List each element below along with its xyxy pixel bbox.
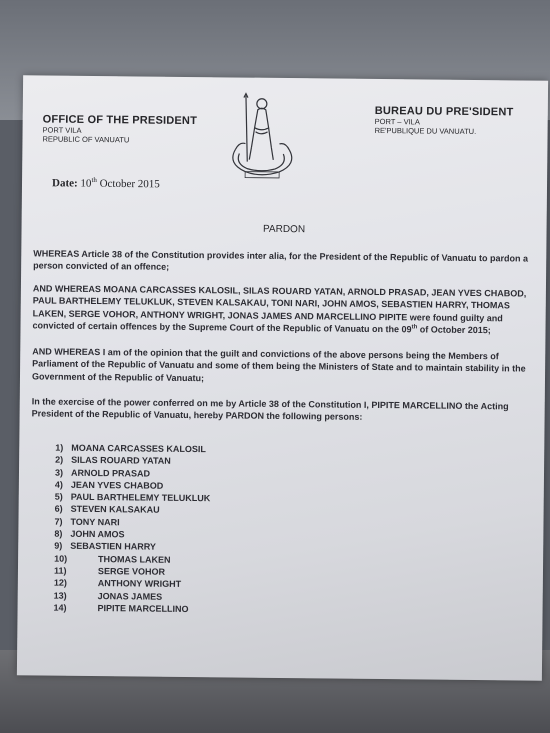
list-item-name: ANTHONY WRIGHT bbox=[97, 578, 182, 590]
date-day: 10 bbox=[80, 177, 92, 190]
list-item-name: STEVEN KALSAKAU bbox=[70, 504, 160, 516]
list-item-name: JONAS JAMES bbox=[97, 590, 163, 602]
document-date bbox=[52, 176, 160, 191]
list-item-name: MOANA CARCASSES KALOSIL bbox=[71, 442, 206, 455]
list-item-name: ARNOLD PRASAD bbox=[70, 467, 151, 479]
list-item-number: 6) bbox=[54, 504, 63, 515]
list-item-name: PIPITE MARCELLINO bbox=[97, 602, 189, 614]
office-title-en: OFFICE OF THE PRESIDENT bbox=[42, 113, 198, 128]
list-item-name: THOMAS LAKEN bbox=[98, 553, 171, 565]
date-suffix: th bbox=[91, 175, 97, 185]
list-item-name: PAUL BARTHELEMY TELUKLUK bbox=[70, 491, 211, 504]
paragraph-convicted-sup: th bbox=[411, 324, 418, 331]
pardon-document bbox=[17, 75, 548, 680]
list-item bbox=[54, 601, 210, 615]
list-item-number: 3) bbox=[54, 467, 64, 478]
paragraph-whereas-article: WHEREAS Article 38 of the Constitution provides inter alia, for the President of the Republic of Vanuatu to pardon a person convicted of an offence; bbox=[33, 248, 529, 273]
list-item-name: JOHN AMOS bbox=[70, 528, 125, 540]
list-item-number: 2) bbox=[55, 454, 64, 466]
list-item-number: 11) bbox=[53, 565, 67, 576]
office-city-en: PORT VILA bbox=[42, 125, 82, 135]
date-rest: October 2015 bbox=[99, 177, 160, 191]
paragraph-convicted-text: AND WHEREAS MOANA CARCASSES KALOSIL, SILAS ROUARD YATAN, ARNOLD PRASAD, JEAN YVES CHABOD, PAUL BARTHELEMY TELUKLUK, STEVEN KALSAKAU, TONI NARI, JOHN AMOS, SEBASTIEN HARRY, THOMAS LAKEN, SERGE VOHOR, ANTHONY WRIGHT, JONAS JAMES AND MARCELLINO PIPITE were found guilty and convicted of certain offences by the Supreme Court of the Republic of Vanuatu on the 09 bbox=[32, 283, 527, 335]
document-title: PARDON bbox=[262, 223, 306, 236]
list-item-number: 1) bbox=[55, 442, 64, 453]
list-item-number: 8) bbox=[54, 528, 63, 539]
list-item-name: SEBASTIEN HARRY bbox=[70, 541, 156, 553]
paragraph-convicted-end: of October 2015; bbox=[417, 324, 491, 336]
list-item-number: 13) bbox=[53, 590, 67, 601]
list-item-number: 12) bbox=[53, 577, 67, 589]
list-item-name: TONY NARI bbox=[70, 516, 120, 528]
date-label: Date: bbox=[51, 177, 78, 190]
list-item-name: SILAS ROUARD YATAN bbox=[71, 455, 171, 467]
list-item-number: 4) bbox=[54, 479, 63, 490]
paragraph-convicted-persons bbox=[32, 282, 527, 336]
paragraph-exercise-power: In the exercise of the power conferred on me by Article 38 of the Constitution I, PIPITE MARCELLINO the Acting President of the Republic of Vanuatu, hereby PARDON the following persons: bbox=[31, 396, 509, 423]
coat-of-arms-icon bbox=[227, 91, 298, 184]
list-item-number: 14) bbox=[53, 602, 67, 613]
list-item-number: 10) bbox=[54, 553, 68, 564]
list-item-name: SERGE VOHOR bbox=[97, 566, 166, 577]
list-item-name: JEAN YVES CHABOD bbox=[70, 479, 164, 491]
office-country-fr: RE'PUBLIQUE DU VANUATU. bbox=[374, 125, 477, 137]
office-title-fr: BUREAU DU PRE'SIDENT bbox=[374, 104, 514, 119]
list-item-number: 5) bbox=[54, 491, 63, 502]
office-city-fr: PORT – VILA bbox=[374, 116, 420, 127]
header-right bbox=[375, 105, 514, 136]
office-country-en: REPUBLIC OF VANUATU bbox=[42, 134, 130, 145]
list-item-number: 9) bbox=[54, 540, 63, 552]
paragraph-opinion: AND WHEREAS I am of the opinion that the guilt and convictions of the above persons being the Members of Parliament of the Republic of Vanuatu and some of them being the Ministers of State and to maintain stability in the Government of the Republic of Vanuatu; bbox=[31, 346, 526, 383]
header-left bbox=[42, 113, 197, 145]
pardoned-persons-list bbox=[54, 442, 211, 616]
list-item-number: 7) bbox=[54, 516, 63, 527]
